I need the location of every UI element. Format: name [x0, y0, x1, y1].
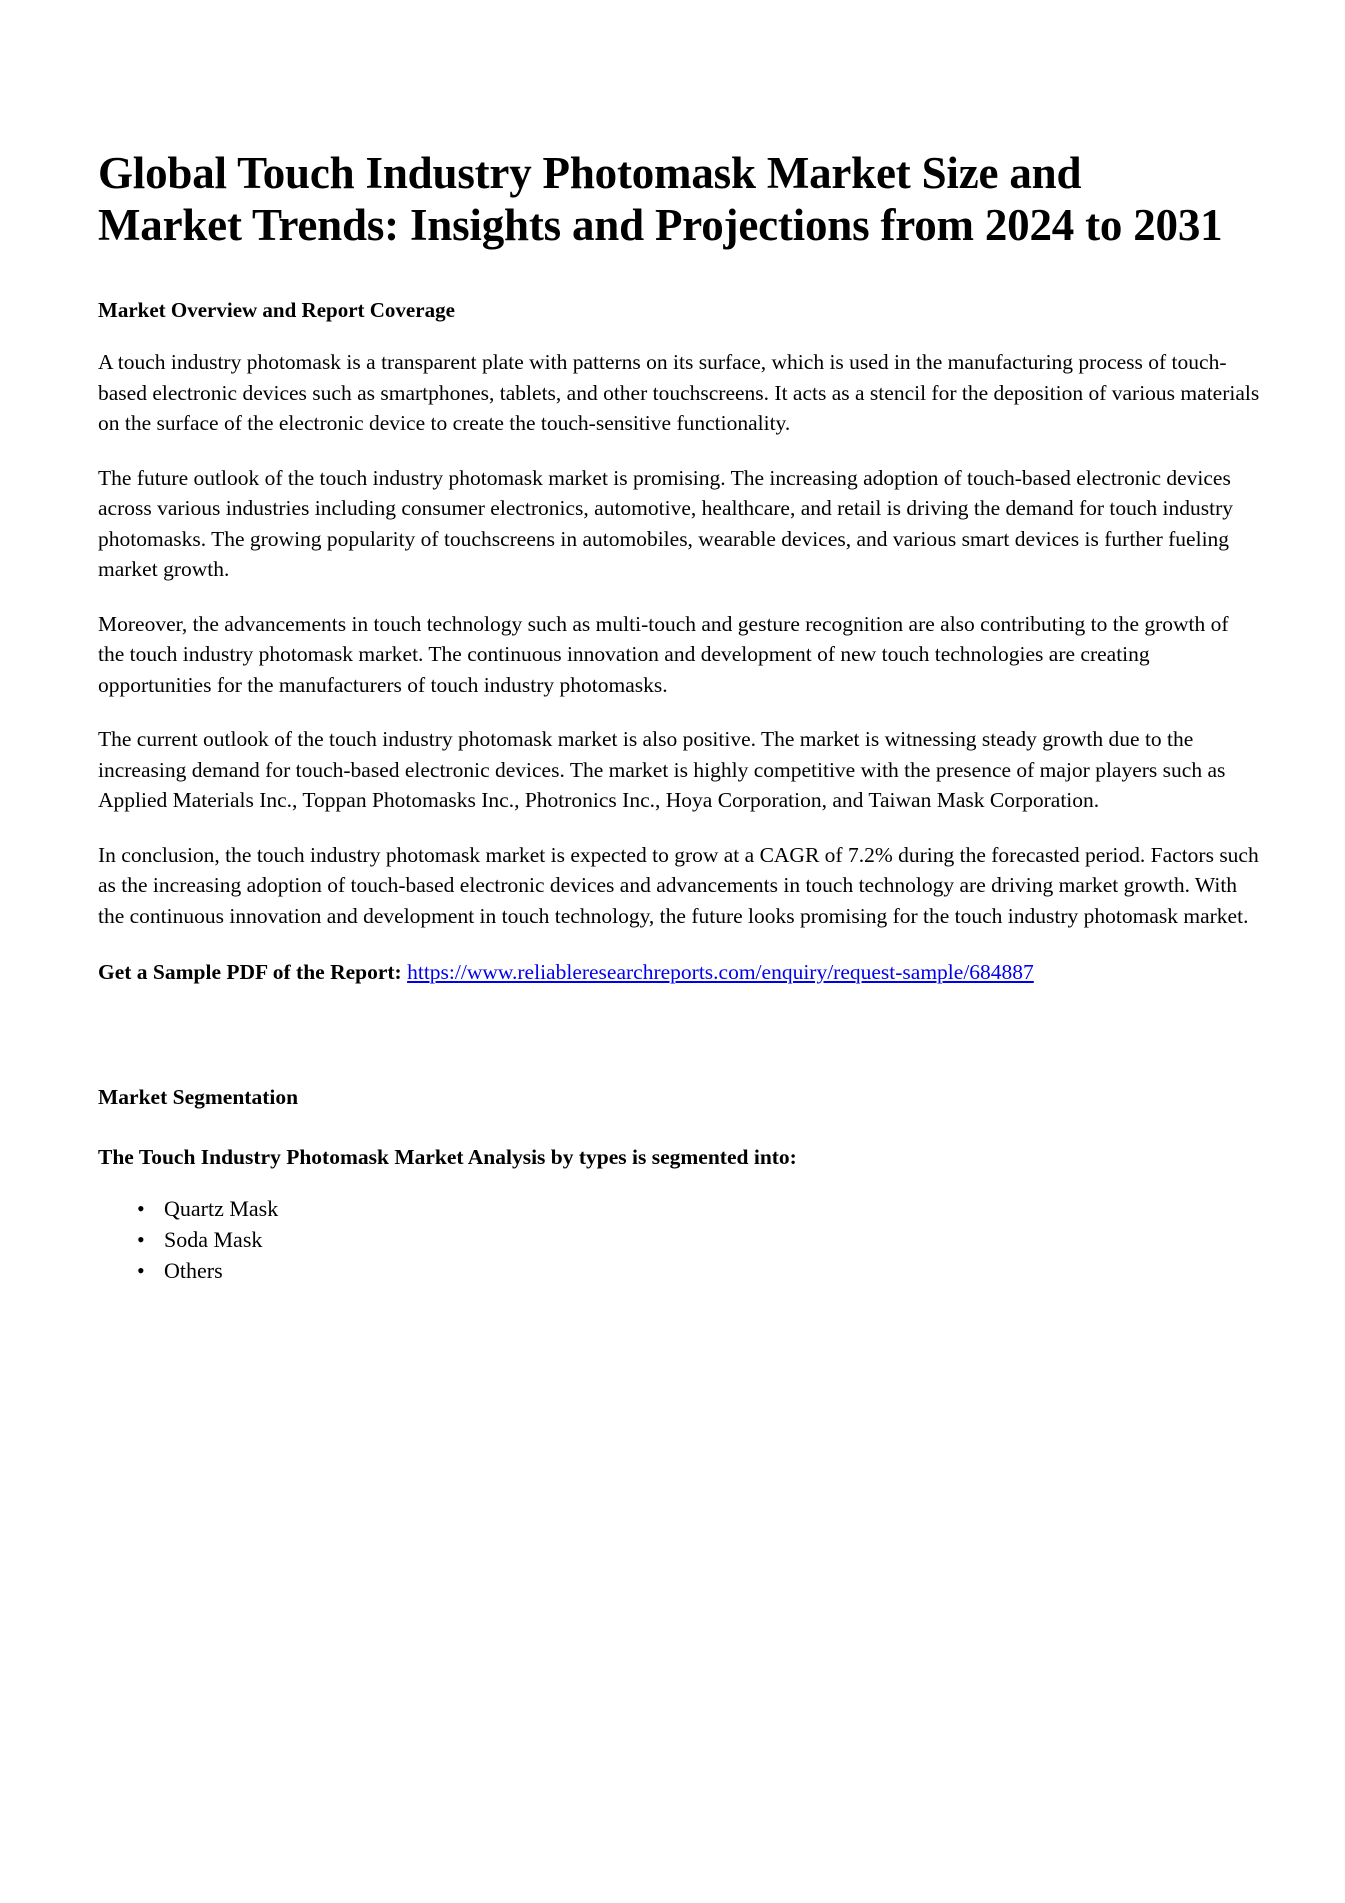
paragraph-technology-advancements: Moreover, the advancements in touch technology such as multi-touch and gesture recognition are also contributing to the growth of the touch industry photomask market. The continuous innovation and development of new touch technologies are creating opportunities for the manufacturers of touch industry photomasks.	[98, 611, 1229, 697]
section-heading-market-overview: Market Overview and Report Coverage	[98, 298, 455, 322]
paragraph-definition: A touch industry photomask is a transparent plate with patterns on its surface, which is used in the manufacturing process of touch-based electronic devices such as smartphones, tablets, and other touchscreens. It acts as a stencil for the deposition of various materials on the surface of the electronic device to create the touch-sensitive functionality.	[98, 350, 1260, 435]
sample-pdf-line	[98, 957, 1260, 988]
paragraph-current-outlook: The current outlook of the touch industry photomask market is also positive. The market is witnessing steady growth due to the increasing demand for touch-based electronic devices. The market is highly competitive with the presence of major players such as Applied Materials Inc., Toppan Photomasks Inc., Photronics Inc., Hoya Corporation, and Taiwan Mask Corporation.	[98, 727, 1226, 812]
page-title: Global Touch Industry Photomask Market Size and Market Trends: Insights and Projections from 2024 to 2031	[98, 148, 1223, 250]
list-item: • Quartz Mask	[164, 1193, 1260, 1224]
list-item: • Soda Mask	[164, 1224, 1260, 1255]
list-item: • Others	[164, 1255, 1260, 1286]
section-heading-market-segmentation: Market Segmentation	[98, 1084, 299, 1109]
types-list	[98, 1193, 1260, 1286]
paragraph-future-outlook: The future outlook of the touch industry photomask market is promising. The increasing adoption of touch-based electronic devices across various industries including consumer electronics, automotive, healthcare, and retail is driving the demand for touch industry photomasks. The growing popularity of touchscreens in automobiles, wearable devices, and various smart devices is further fueling market growth.	[98, 465, 1234, 581]
paragraph-conclusion: In conclusion, the touch industry photomask market is expected to grow at a CAGR of 7.2% during the forecasted period. Factors such as the increasing adoption of touch-based electronic devices and advancements in touch technology are driving market growth. With the continuous innovation and development in touch technology, the future looks promising for the touch industry photomask market.	[98, 842, 1259, 928]
sample-pdf-link[interactable]: https://www.reliableresearchreports.com/enquiry/request-sample/684887	[407, 960, 1034, 984]
sample-pdf-label: Get a Sample PDF of the Report:	[98, 960, 402, 984]
subheading-types-segmentation: The Touch Industry Photomask Market Analysis by types is segmented into:	[98, 1144, 797, 1169]
